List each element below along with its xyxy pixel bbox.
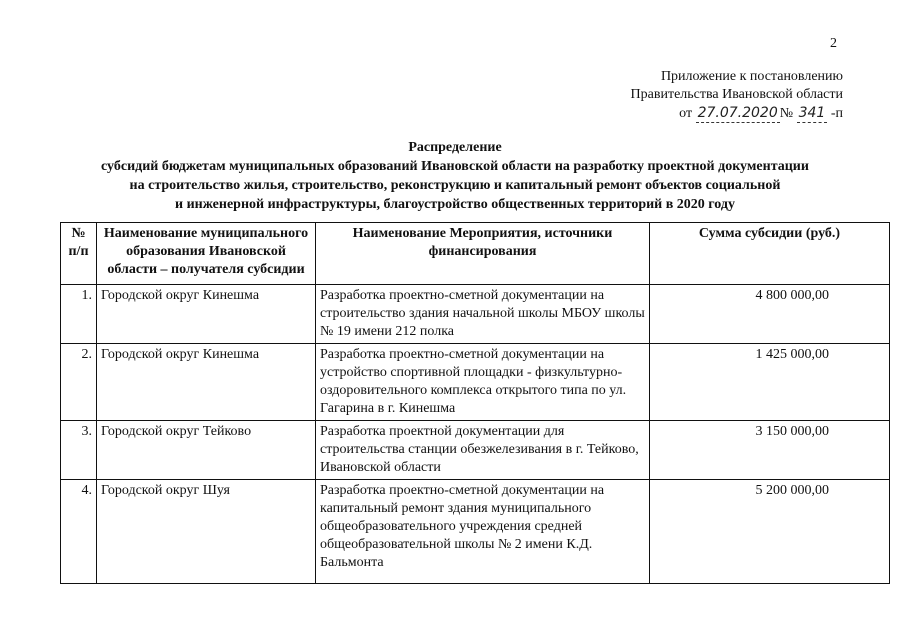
number-sign: № xyxy=(779,106,794,121)
row-activity: Разработка проектно-сметной документации на строительство здания начальной школы МБОУ школы № 19 имени 212 полка xyxy=(316,285,650,344)
appendix-line-1: Приложение к постановлению xyxy=(660,69,843,84)
table-row xyxy=(61,480,890,584)
row-amount: 4 800 000,00 xyxy=(650,285,890,344)
header-municipality: Наименование муниципального образования Ивановской области – получателя субсидии xyxy=(97,223,316,285)
row-municipality: Городской округ Кинешма xyxy=(97,344,316,421)
handwritten-number: 341 xyxy=(798,105,826,121)
row-num: 2. xyxy=(61,344,97,421)
handwritten-date: 27.07.2020 xyxy=(697,105,778,121)
row-activity: Разработка проектной документации для строительства станции обезжелезивания в г. Тейково, Ивановской области xyxy=(316,421,650,480)
row-municipality: Городской округ Шуя xyxy=(97,480,316,584)
table-row xyxy=(61,421,890,480)
title-line-3: и инженерной инфраструктуры, благоустройство общественных территорий в 2020 году xyxy=(175,197,735,212)
title-line-2: на строительство жилья, строительство, реконструкцию и капитальный ремонт объектов социальной xyxy=(129,178,781,193)
header-activity: Наименование Мероприятия, источники финансирования xyxy=(316,223,650,285)
table-header-row xyxy=(61,223,890,285)
row-num: 4. xyxy=(61,480,97,584)
number-suffix: -п xyxy=(830,106,843,121)
table-row xyxy=(61,344,890,421)
row-municipality: Городской округ Кинешма xyxy=(97,285,316,344)
appendix-date-line xyxy=(631,104,843,123)
appendix-line-2: Правительства Ивановской области xyxy=(630,87,843,102)
row-num: 1. xyxy=(61,285,97,344)
row-amount: 1 425 000,00 xyxy=(650,344,890,421)
header-num: № п/п xyxy=(61,223,97,285)
title-heading: Распределение xyxy=(408,140,502,155)
title-line-1: субсидий бюджетам муниципальных образований Ивановской области на разработку проектной документации xyxy=(101,159,809,174)
row-activity: Разработка проектно-сметной документации на капитальный ремонт здания муниципального общеобразовательного учреждения средней общеобразовательной школы № 2 имени К.Д. Бальмонта xyxy=(316,480,650,584)
subsidy-table xyxy=(60,222,890,584)
table-row xyxy=(61,285,890,344)
row-activity: Разработка проектно-сметной документации на устройство спортивной площадки - физкультурно-оздоровительного комплекса открытого типа по ул. Гагарина в г. Кинешма xyxy=(316,344,650,421)
document-title xyxy=(60,138,850,214)
row-amount: 5 200 000,00 xyxy=(650,480,890,584)
row-municipality: Городской округ Тейково xyxy=(97,421,316,480)
appendix-header xyxy=(631,68,843,123)
page-number: 2 xyxy=(830,36,837,51)
date-prefix: от xyxy=(679,106,693,121)
header-amount: Сумма субсидии (руб.) xyxy=(650,223,890,285)
row-amount: 3 150 000,00 xyxy=(650,421,890,480)
row-num: 3. xyxy=(61,421,97,480)
